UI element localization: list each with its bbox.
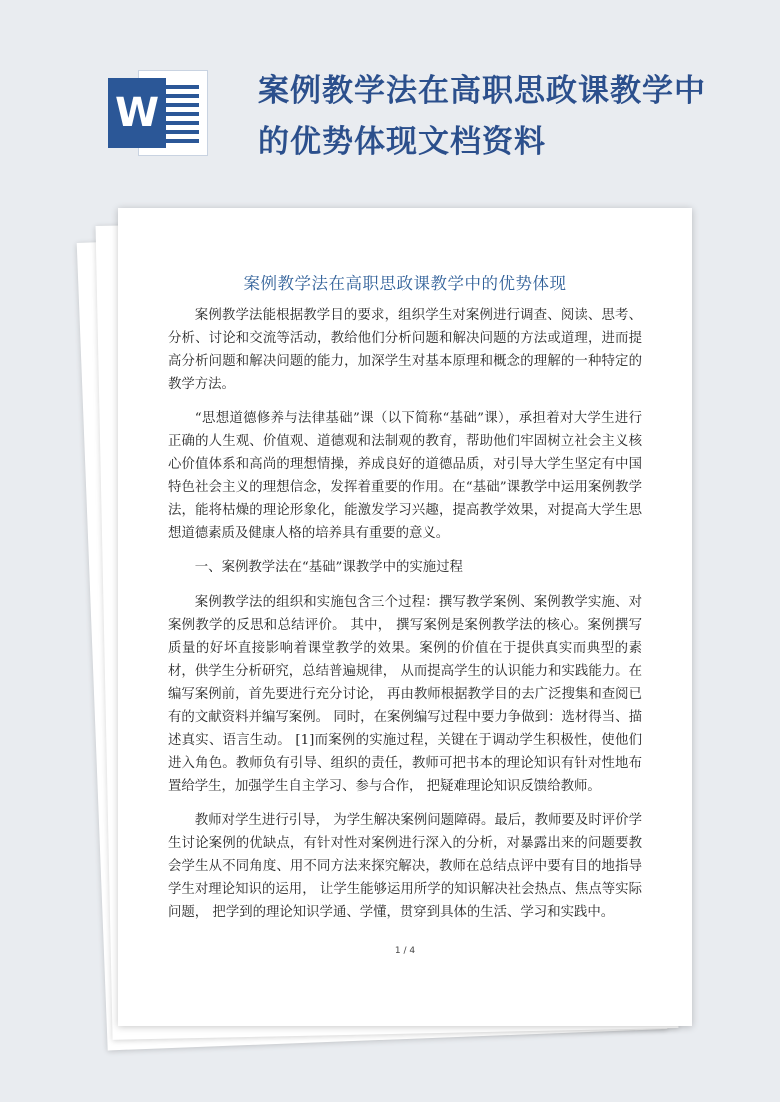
word-icon-lines [161,85,199,148]
section-heading: 一、案例教学法在“基础”课教学中的实施过程 [194,560,463,575]
paragraph: “思想道德修养与法律基础”课（以下简称“基础”课），承担着对大学生进行正确的人生观、价值观、道德观和法制观的教育，帮助他们牢固树立社会主义核心价值体系和高尚的理想情操，养成良好的道德品质，对引导大学生坚定有中国特色社会主义的理想信念，发挥着重要的作用。在“基础”课教学中运用案例教学法，能将枯燥的理论形象化，能激发学习兴趣，提高教学效果，对提高大学生思想道德素质及健康人格的培养具有重要的意义。 [168,411,642,541]
paragraph: 教师对学生进行引导， 为学生解决案例问题障碍。最后，教师要及时评价学生讨论案例的优缺点，有针对性对案例进行深入的分析，对暴露出来的问题要教会学生从不同角度、用不同方法来探究解决，教师在总结点评中要有目的地指导学生对理论知识的运用， 让学生能够运用所学的知识解决社会热点、焦点等实际问题， 把学到的理论知识学通、学懂，贯穿到具体的生活、学习和实践中。 [168,813,642,920]
document-page [118,208,692,1026]
paragraph: 案例教学法的组织和实施包含三个过程：撰写教学案例、案例教学实施、对案例教学的反思和总结评价。 其中， 撰写案例是案例教学法的核心。案例撰写质量的好坏直接影响着课堂教学的效果。案例的价值在于提供真实而典型的素材，供学生分析研究，总结普遍规律， 从而提高学生的认识能力和实践能力。在编写案例前，首先要进行充分讨论， 再由教师根据教学目的去广泛搜集和查阅已有的文献资料并编写案例。 同时，在案例编写过程中要力争做到：选材得当、描述真实、语言生动。 [1]而案例的实施过程，关键在于调动学生积极性，使他们进入角色。教师负有引导、组织的责任，教师可把书本的理论知识有针对性地布置给学生，加强学生自主学习、参与合作， 把疑难理论知识反馈给教师。 [168,595,642,794]
paragraph: 案例教学法能根据教学目的要求，组织学生对案例进行调查、阅读、思考、分析、讨论和交流等活动，教给他们分析问题和解决问题的方法或道理，进而提高分析问题和解决问题的能力，加深学生对基本原理和概念的理解的一种特定的教学方法。 [168,308,642,392]
document-title: 案例教学法在高职思政课教学中的优势体现文档资料 [258,73,706,160]
word-document-icon [108,70,208,156]
page-heading: 案例教学法在高职思政课教学中的优势体现 [243,274,567,293]
page-number: 1 / 4 [394,946,416,956]
page-body [168,304,642,935]
word-icon-letter: W [108,78,166,148]
